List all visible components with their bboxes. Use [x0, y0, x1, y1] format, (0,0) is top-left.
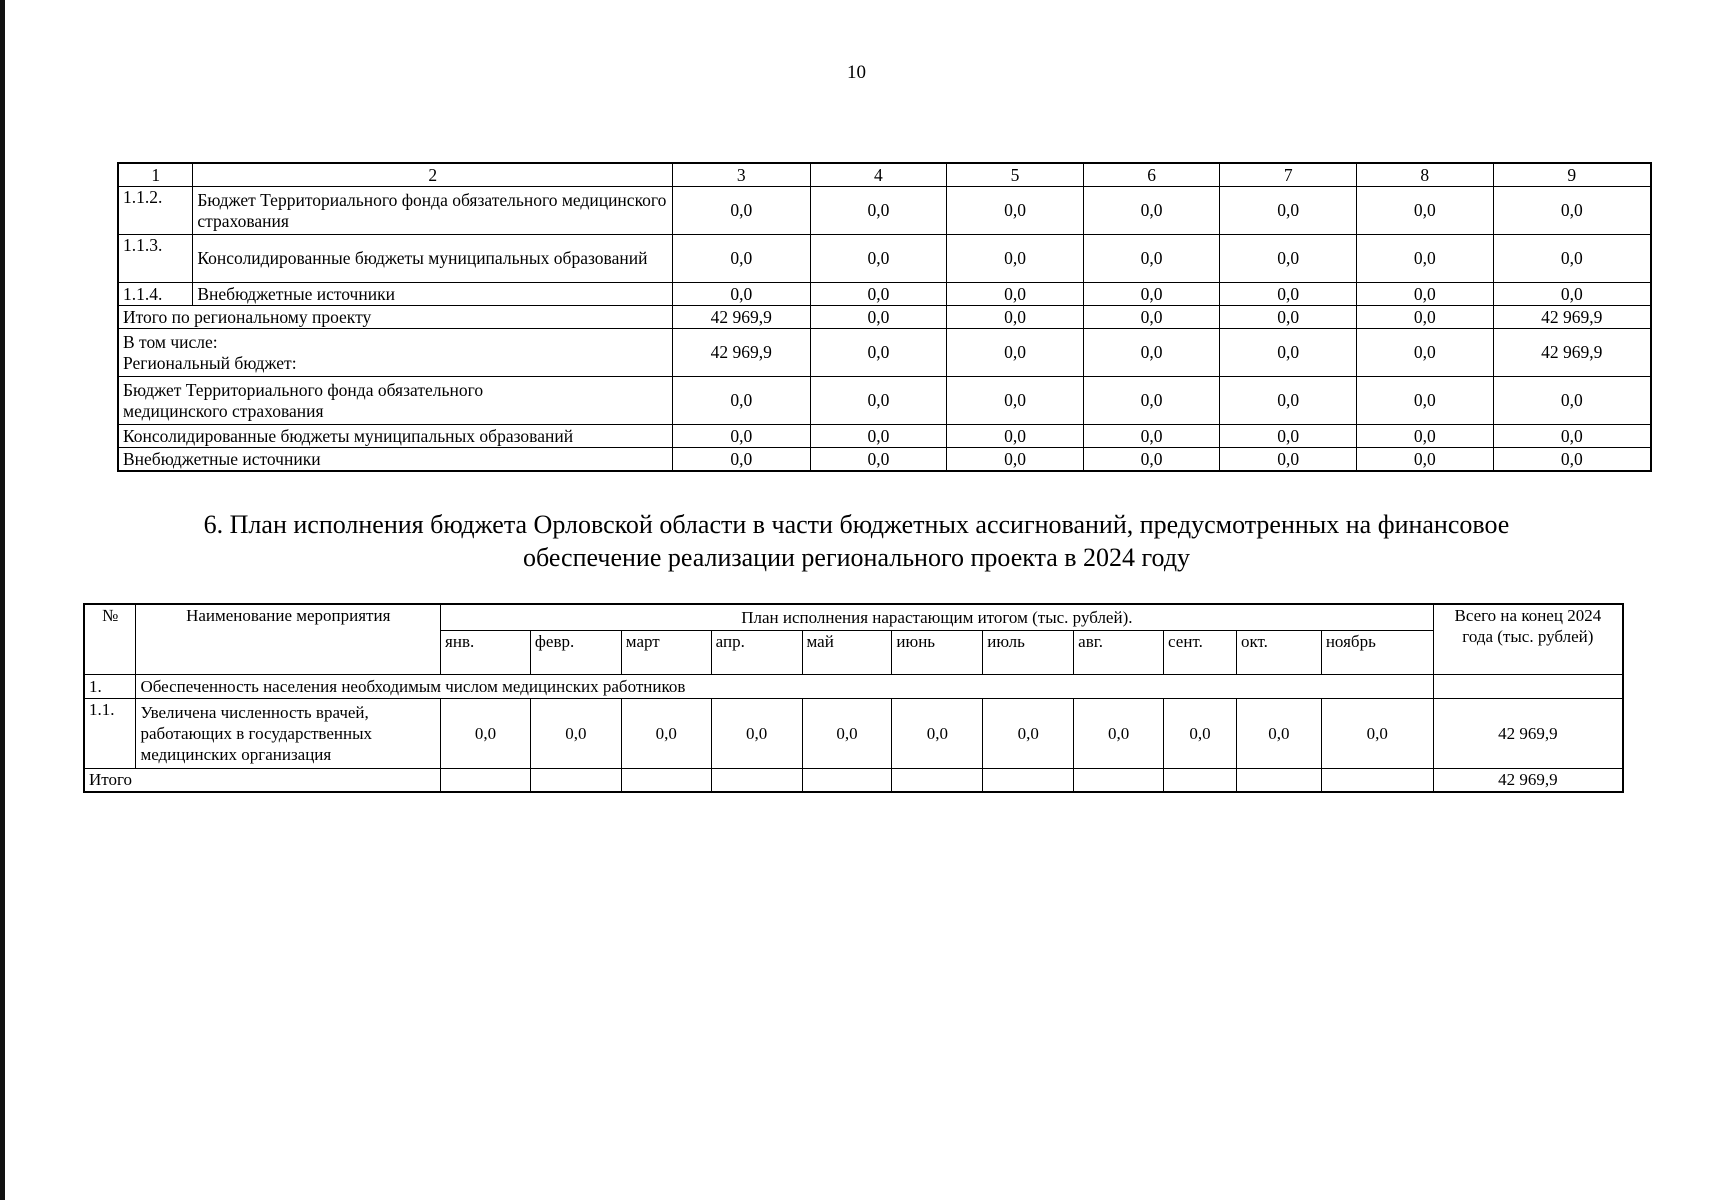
summary-label [118, 329, 673, 377]
value-cell: 0,0 [1356, 425, 1493, 448]
value-cell: 0,0 [810, 329, 947, 377]
value-cell: 0,0 [947, 329, 1084, 377]
month-header: февр. [530, 630, 621, 674]
value-cell: 0,0 [1493, 235, 1651, 283]
summary-row [118, 306, 1651, 329]
empty-cell [1074, 768, 1164, 792]
value-cell: 0,0 [802, 698, 892, 768]
row-name: Внебюджетные источники [193, 283, 673, 306]
value-cell: 0,0 [810, 306, 947, 329]
value-cell: 0,0 [673, 235, 811, 283]
empty-cell [802, 768, 892, 792]
summary-label: Внебюджетные источники [118, 448, 673, 472]
header-cell: 7 [1220, 163, 1357, 187]
value-cell: 0,0 [1321, 698, 1433, 768]
value-cell: 0,0 [810, 448, 947, 472]
value-cell: 0,0 [1220, 329, 1357, 377]
table-row [118, 187, 1651, 235]
header-number: № [84, 604, 136, 674]
total-cell: 42 969,9 [1433, 768, 1623, 792]
value-cell: 0,0 [1356, 448, 1493, 472]
month-header: май [802, 630, 892, 674]
page-number: 10 [847, 62, 866, 83]
value-cell: 0,0 [810, 425, 947, 448]
empty-cell [530, 768, 621, 792]
value-cell: 0,0 [810, 235, 947, 283]
value-cell: 0,0 [441, 698, 531, 768]
value-cell: 0,0 [1356, 235, 1493, 283]
value-cell: 0,0 [1236, 698, 1321, 768]
month-header: ноябрь [1321, 630, 1433, 674]
table-header-row [118, 163, 1651, 187]
table-row [118, 283, 1651, 306]
header-name: Наименование мероприятия [136, 604, 441, 674]
month-header: июнь [892, 630, 983, 674]
header-cell: 2 [193, 163, 673, 187]
table-header-row [84, 604, 1623, 630]
value-cell: 0,0 [1356, 306, 1493, 329]
value-cell: 0,0 [810, 187, 947, 235]
value-cell: 0,0 [1220, 283, 1357, 306]
value-cell: 0,0 [947, 187, 1084, 235]
value-cell: 0,0 [1083, 329, 1220, 377]
value-cell: 0,0 [1356, 377, 1493, 425]
value-cell: 0,0 [1220, 448, 1357, 472]
month-header: март [621, 630, 711, 674]
month-header: апр. [711, 630, 802, 674]
value-cell: 0,0 [947, 448, 1084, 472]
value-cell: 0,0 [1356, 187, 1493, 235]
header-plan: План исполнения нарастающим итогом (тыс. рублей). [441, 604, 1434, 630]
group-name: Обеспеченность населения необходимым числом медицинских работников [136, 674, 1433, 698]
header-cell: 9 [1493, 163, 1651, 187]
value-cell: 0,0 [1493, 377, 1651, 425]
value-cell: 0,0 [1220, 306, 1357, 329]
value-cell: 0,0 [1493, 448, 1651, 472]
header-cell: 5 [947, 163, 1084, 187]
value-cell: 0,0 [1164, 698, 1237, 768]
value-cell: 0,0 [947, 306, 1084, 329]
value-cell: 0,0 [1083, 377, 1220, 425]
total-row [84, 768, 1623, 792]
value-cell: 0,0 [947, 425, 1084, 448]
value-cell: 0,0 [1220, 235, 1357, 283]
empty-cell [1321, 768, 1433, 792]
empty-cell [1433, 674, 1623, 698]
month-header: авг. [1074, 630, 1164, 674]
value-cell: 0,0 [673, 187, 811, 235]
value-cell: 0,0 [1083, 187, 1220, 235]
value-cell: 0,0 [530, 698, 621, 768]
table-row [84, 698, 1623, 768]
header-cell: 3 [673, 163, 811, 187]
value-cell: 0,0 [810, 377, 947, 425]
summary-row [118, 448, 1651, 472]
value-cell: 0,0 [1356, 329, 1493, 377]
empty-cell [1236, 768, 1321, 792]
section-heading [100, 508, 1613, 574]
value-cell: 0,0 [1083, 283, 1220, 306]
value-cell: 0,0 [1074, 698, 1164, 768]
summary-label: Итого по региональному проекту [118, 306, 673, 329]
header-cell: 6 [1083, 163, 1220, 187]
empty-cell [711, 768, 802, 792]
value-cell: 0,0 [1220, 377, 1357, 425]
empty-cell [892, 768, 983, 792]
month-header: сент. [1164, 630, 1237, 674]
value-cell: 0,0 [1083, 448, 1220, 472]
empty-cell [983, 768, 1074, 792]
row-name: Бюджет Территориального фонда обязательного медицинского страхования [193, 187, 673, 235]
empty-cell [441, 768, 531, 792]
row-number: 1.1. [84, 698, 136, 768]
value-cell: 0,0 [673, 425, 811, 448]
total-cell: 42 969,9 [1433, 698, 1623, 768]
summary-row [118, 329, 1651, 377]
value-cell: 42 969,9 [673, 306, 811, 329]
month-header: июль [983, 630, 1074, 674]
row-number: 1.1.3. [118, 235, 193, 283]
value-cell: 0,0 [1220, 425, 1357, 448]
row-number: 1. [84, 674, 136, 698]
value-cell: 0,0 [983, 698, 1074, 768]
header-cell: 8 [1356, 163, 1493, 187]
value-cell: 0,0 [892, 698, 983, 768]
value-cell: 42 969,9 [1493, 329, 1651, 377]
value-cell: 0,0 [1220, 187, 1357, 235]
summary-row [118, 377, 1651, 425]
total-label: Итого [84, 768, 441, 792]
value-cell: 0,0 [1083, 235, 1220, 283]
header-total: Всего на конец 2024 года (тыс. рублей) [1433, 604, 1623, 674]
month-header: окт. [1236, 630, 1321, 674]
header-cell: 4 [810, 163, 947, 187]
value-cell: 0,0 [673, 448, 811, 472]
value-cell: 0,0 [1493, 283, 1651, 306]
table-row [118, 235, 1651, 283]
value-cell: 0,0 [947, 283, 1084, 306]
value-cell: 42 969,9 [673, 329, 811, 377]
header-cell: 1 [118, 163, 193, 187]
value-cell: 0,0 [947, 377, 1084, 425]
value-cell: 0,0 [1493, 425, 1651, 448]
value-cell: 0,0 [1083, 306, 1220, 329]
scan-edge [0, 0, 5, 1200]
empty-cell [1164, 768, 1237, 792]
summary-label: Консолидированные бюджеты муниципальных образований [118, 425, 673, 448]
summary-label: Бюджет Территориального фонда обязательного медицинского страхования [118, 377, 673, 425]
value-cell: 0,0 [1083, 425, 1220, 448]
month-header: янв. [441, 630, 531, 674]
summary-row [118, 425, 1651, 448]
budget-sources-table [117, 162, 1652, 472]
value-cell: 42 969,9 [1493, 306, 1651, 329]
row-name: Консолидированные бюджеты муниципальных образований [193, 235, 673, 283]
summary-label-line: В том числе: [123, 331, 218, 352]
row-number: 1.1.4. [118, 283, 193, 306]
empty-cell [621, 768, 711, 792]
section-heading-line: обеспечение реализации регионального проекта в 2024 году [522, 543, 1191, 572]
section-heading-line: 6. План исполнения бюджета Орловской области в части бюджетных ассигнований, предусмотренных на финансовое [203, 510, 1510, 539]
value-cell: 0,0 [621, 698, 711, 768]
value-cell: 0,0 [1356, 283, 1493, 306]
value-cell: 0,0 [947, 235, 1084, 283]
value-cell: 0,0 [711, 698, 802, 768]
row-name: Увеличена численность врачей, работающих в государственных медицинских организация [136, 698, 441, 768]
value-cell: 0,0 [810, 283, 947, 306]
row-number: 1.1.2. [118, 187, 193, 235]
summary-label-line: Региональный бюджет: [123, 352, 297, 373]
value-cell: 0,0 [673, 377, 811, 425]
value-cell: 0,0 [1493, 187, 1651, 235]
execution-plan-table [83, 603, 1624, 793]
value-cell: 0,0 [673, 283, 811, 306]
group-row [84, 674, 1623, 698]
